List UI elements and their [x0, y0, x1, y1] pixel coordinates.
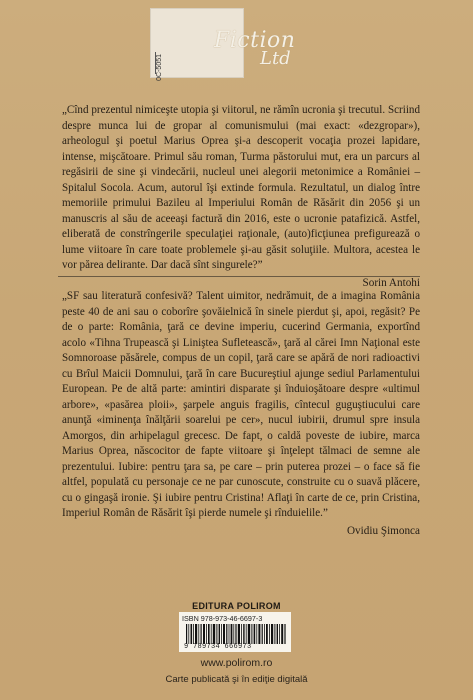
review-antohi: [62, 103, 420, 291]
review-author: Ovidiu Şimonca: [346, 524, 420, 537]
isbn-label: ISBN 978-973-46-6697-3: [182, 614, 263, 623]
review-text: „SF sau literatură confesivă? Talent uimitor, nedrămuit, de a imagina România peste 40 de ani sau o coborîre şovăielnică în sinele pierdut şi, apoi, regăsit? Pe de o parte: România, ţară ce devine imperiu, cucerind Germania, exportînd acolo «Tihna Trupească şi Liniştea Sufletească», ţară al cărei Imn Naţional este Somnoroase păsărele, compus de un copil, ţară care se apără de nori radioactivi cu Brîul Maicii Domnului, ţară în care Bucureştiul ajunge sediul Parlamentului European. Pe de altă parte: amintiri disparate şi înduioşătoare despre «ultimul arbore», «pasărea ploii», şarpele anguis fragilis, cîntecul guguştiucului care anunţă «iminenţa înălţării soarelui pe cer», nucul iubirii, drumul spre insula Amorgos, din arhipelagul grecesc. De fapt, o caldă poveste de iubire, marca Marius Oprea, născocitor de fapte viitoare şi înţelept tălmaci de semne ale prezentului. Iubire: pentru ţara sa, pe care – prin puterea prozei – o face să fie altfel, populată cu personaje ce ne par cunoscute, construite cu o suavă plăcere, cu o gingaşă ironie. Şi iubire pentru Cristina! Aflaţi în carte de ce, prin Cristina, Imperiul Român de Răsărit îşi pierde numele şi rînduielile.”: [62, 290, 420, 519]
review-simonca: [62, 289, 420, 539]
sticker-code: 0C-5051: [156, 54, 163, 81]
divider-line: [58, 276, 420, 277]
fiction-logo-word: Fiction: [214, 28, 296, 53]
digital-edition-note: Carte publicată şi în ediţie digitală: [165, 674, 308, 685]
barcode-number: 9 789734 666973: [184, 643, 252, 651]
publisher-website: www.polirom.ro: [200, 657, 273, 669]
ltd-logo-word: Ltd: [260, 48, 291, 69]
barcode-icon: [186, 624, 286, 644]
publisher-name: EDITURA POLIROM: [192, 601, 281, 611]
review-text: „Cînd prezentul nimiceşte utopia şi viitorul, ne rămîn ucronia şi trecutul. Scriind despre munca lui de gropar al comunismului (mai exact: «dezgropar»), arheologul şi poetul Marius Oprea şi-a descoperit vocaţia prozei lapidare, intense, mişcătoare. Primul său roman, Turma păstorului mut, era un parcurs al regăsirii de sine şi vindecării, nucleul unei alegorii metonimice a României – Spitalul Socola. Acum, autorul îşi extinde formula. Rezultatul, un dialog între memoriile primului Bazileu al Imperiului Român de Răsărit din 2056 şi un manuscris al său de aceeaşi factură din 2016, este o ucronie patafizică. Astfel, eliberată de constrîngerile speculaţiei raţionale, (auto)ficţiunea prefigurează o lume viitoare în care toate problemele şi-au găsit soluţiile. Multora, acestea le vor părea delirante. Dar dacă sînt singurele?”: [62, 104, 420, 271]
review-author: Sorin Antohi: [362, 276, 420, 289]
